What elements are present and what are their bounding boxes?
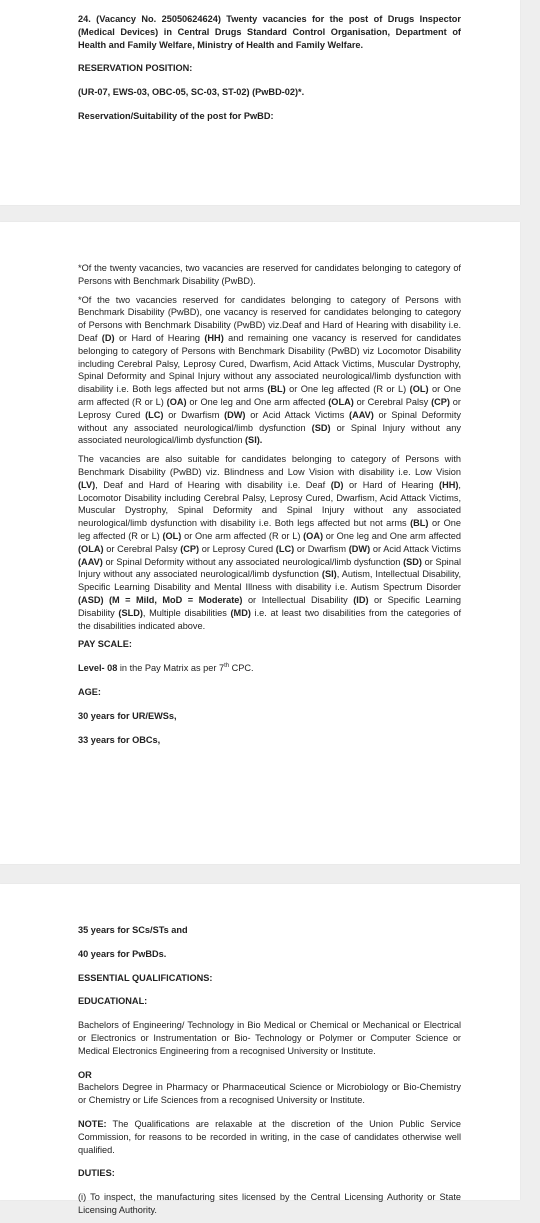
age-sc-st: 35 years for SCs/STs and: [78, 925, 188, 935]
age-pwbd: 40 years for PwBDs.: [78, 948, 167, 959]
suitability-heading: Reservation/Suitability of the post for PwBD:: [78, 110, 274, 121]
reservation-heading: RESERVATION POSITION:: [78, 63, 193, 74]
pwbd-paragraph-2: *Of the two vacancies reserved for candidates belonging to category of Persons with Benchmark Disability (PwBD), one vacancy is reserved for candidates belonging to category of Persons with Benchmark Disability (PwBD) viz.Deaf and Hard of Hearing with disability i.e. Deaf (D) or Hard of Hearing (HH) and remaining one vacancy is reserved for candidates belonging to category of Persons with Benchmark Disability (PwBD) viz Locomotor Disability including Cerebral Palsy, Leprosy Cured, Dwarfism, Acid Attack Victims, Muscular Dystrophy, Spinal Deformity and Spinal Injury without any associated neurological/limb dysfunction with disability i.e. Both legs affected but not arms (BL) or One leg affected (R or L) (OL) or One arm affected (R or L) (OA) or One leg and One arm affected (OLA) or Cerebral Palsy (CP) or Leprosy Cured (LC) or Dwarfism (DW) or Acid Attack Victims (AAV) or Spinal Deformity without any associated neurological/limb dysfunction (SD) or Spinal Injury without any associated neurological/limb dysfunction (SI).: [78, 294, 461, 446]
page-2-content: [78, 262, 461, 752]
educational-text: Bachelors of Engineering/ Technology in Bio Medical or Chemical or Mechanical or Electrical or Electronics or Instrumentation or Bio- Technology or Polymer or Computer Science or Medical Electronics Engineering from a recognised University or Institute.: [78, 1020, 461, 1056]
page-1-content: [78, 13, 461, 129]
duties-heading: DUTIES:: [78, 1168, 115, 1179]
qualification-note: NOTE: The Qualifications are relaxable at the discretion of the Union Public Service Commission, for reasons to be recorded in writing, in the case of candidates otherwise well qualified.: [78, 1118, 461, 1155]
page-3-content: [78, 924, 461, 1223]
pwbd-paragraph-3: The vacancies are also suitable for candidates belonging to category of Persons with Benchmark Disability (PwBD) viz. Blindness and Low Vision with disability i.e. Low Vision (LV), Deaf and Hard of Hearing with disability i.e. Deaf (D) or Hard of Hearing (HH), Locomotor Disability including Cerebral Palsy, Leprosy Cured, Dwarfism, Acid Attack Victims, Muscular Dystrophy, Spinal Deformity and Spinal Injury without any associated neurological/limb dysfunction with disability i.e. Both legs affected but not arms (BL) or One leg affected (R or L) (OL) or One arm affected (R or L) (OA) or One leg and One arm affected (OLA) or Cerebral Palsy (CP) or Leprosy Cured (LC) or Dwarfism (DW) or Acid Attack Victims (AAV) or Spinal Deformity without any associated neurological/limb dysfunction (SD) or Spinal Injury without any associated neurological/limb dysfunction (SI), Autism, Intellectual Disability, Specific Learning Disability and Mental Illness with disability i.e. Autism Spectrum Disorder (ASD) (M = Mild, MoD = Moderate) or Intellectual Disability (ID) or Specific Learning Disability (SLD), Multiple disabilities (MD) i.e. at least two disabilities from the categories of the disabilities indicated above.: [78, 454, 462, 631]
age-ur-ews: 30 years for UR/EWSs,: [78, 710, 177, 721]
reservation-value: (UR-07, EWS-03, OBC-05, SC-03, ST-02) (PwBD-02)*.: [78, 87, 305, 98]
age-obc: 33 years for OBCs,: [78, 734, 161, 745]
duty-item-1: (i) To inspect, the manufacturing sites licensed by the Central Licensing Authority or State Licensing Authority.: [78, 1192, 461, 1215]
document-page-1: [0, 0, 520, 205]
pay-scale-heading: PAY SCALE:: [78, 639, 132, 650]
vacancy-title: 24. (Vacancy No. 25050624624) Twenty vacancies for the post of Drugs Inspector (Medical Devices) in Central Drugs Standard Control Organisation, Department of Health and Family Welfare, Ministry of Health and Family Welfare.: [78, 14, 461, 50]
pwbd-paragraph-1: *Of the twenty vacancies, two vacancies are reserved for candidates belonging to category of Persons with Benchmark Disability (PwBD).: [78, 263, 461, 286]
educational-heading: EDUCATIONAL:: [78, 996, 148, 1007]
document-page-3: [0, 884, 520, 1215]
pay-scale-text: Level- 08 in the Pay Matrix as per 7th CPC.: [78, 663, 254, 674]
essential-qualifications-heading: ESSENTIAL QUALIFICATIONS:: [78, 972, 213, 983]
alternate-qualification-text: Bachelors Degree in Pharmacy or Pharmaceutical Science or Microbiology or Bio-Chemistry or Chemistry or Life Sciences from a recognised University or Institute.: [78, 1082, 461, 1106]
document-page-2: [0, 222, 520, 864]
age-heading: AGE:: [78, 686, 101, 697]
or-separator: OR: [78, 1069, 92, 1080]
